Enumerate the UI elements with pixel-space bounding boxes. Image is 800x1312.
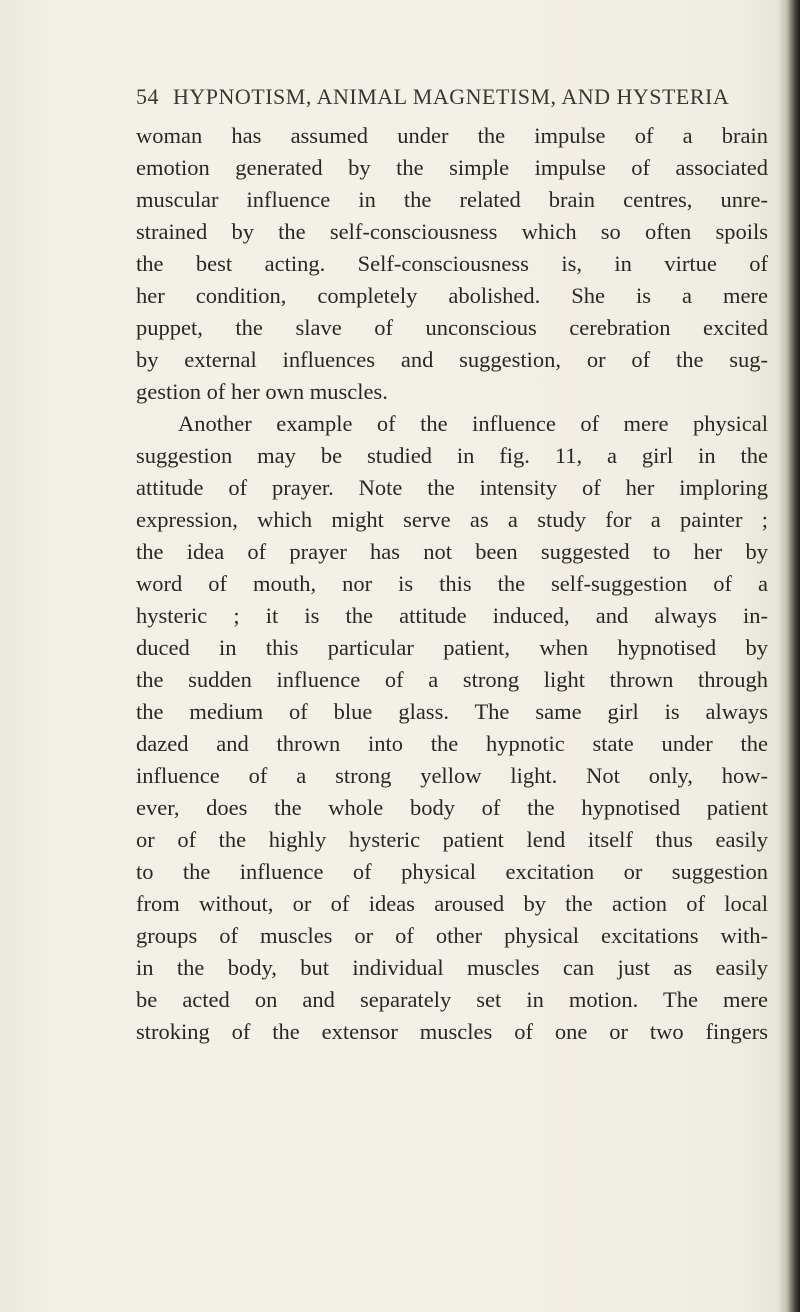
running-title: HYPNOTISM, ANIMAL MAGNETISM, AND HYSTERIA [173, 84, 730, 109]
text-line: the sudden influence of a strong light thrown through [136, 667, 768, 692]
text-line: dazed and thrown into the hypnotic state under the [136, 731, 768, 756]
text-line: groups of muscles or of other physical excitations with- [136, 923, 768, 948]
text-line: the best acting. Self-consciousness is, in virtue of [136, 251, 768, 276]
paragraph-1 [136, 120, 768, 408]
text-line: muscular influence in the related brain centres, unre- [136, 187, 768, 212]
text-line: ever, does the whole body of the hypnotised patient [136, 795, 768, 820]
text-line: be acted on and separately set in motion. The mere [136, 987, 768, 1012]
text-line: or of the highly hysteric patient lend itself thus easily [136, 827, 768, 852]
text-line: Another example of the influence of mere physical [178, 411, 768, 436]
text-line: from without, or of ideas aroused by the action of local [136, 891, 768, 916]
text-line: hysteric ; it is the attitude induced, and always in- [136, 603, 768, 628]
text-line: stroking of the extensor muscles of one or two fingers [136, 1019, 768, 1044]
text-line: emotion generated by the simple impulse of associated [136, 155, 768, 180]
paragraph-2 [136, 408, 768, 1048]
text-line: her condition, completely abolished. She is a mere [136, 283, 768, 308]
text-line: woman has assumed under the impulse of a brain [136, 123, 768, 148]
text-line: influence of a strong yellow light. Not only, how- [136, 763, 768, 788]
text-line: in the body, but individual muscles can just as easily [136, 955, 768, 980]
text-line: puppet, the slave of unconscious cerebration excited [136, 315, 768, 340]
text-line: expression, which might serve as a study for a painter ; [136, 507, 768, 532]
page-number: 54 [136, 84, 159, 109]
text-line: word of mouth, nor is this the self-suggestion of a [136, 571, 768, 596]
text-line: to the influence of physical excitation or suggestion [136, 859, 768, 884]
running-header [136, 84, 776, 110]
book-spine-shadow [778, 0, 800, 1312]
text-line: by external influences and suggestion, or of the sug- [136, 347, 768, 372]
text-line: attitude of prayer. Note the intensity of her imploring [136, 475, 768, 500]
body-text [136, 120, 768, 1048]
text-line: the idea of prayer has not been suggested to her by [136, 539, 768, 564]
text-line: strained by the self-consciousness which so often spoils [136, 219, 768, 244]
text-line: gestion of her own muscles. [136, 379, 388, 404]
text-line: suggestion may be studied in fig. 11, a girl in the [136, 443, 768, 468]
text-line: the medium of blue glass. The same girl is always [136, 699, 768, 724]
text-line: duced in this particular patient, when hypnotised by [136, 635, 768, 660]
